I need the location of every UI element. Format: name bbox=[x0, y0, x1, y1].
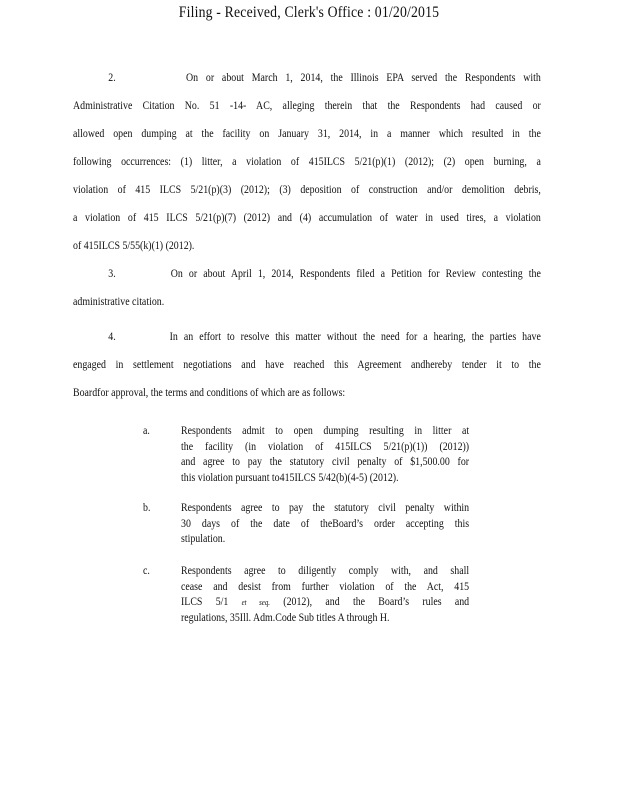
paragraph-3 bbox=[73, 260, 541, 316]
item-line: the facility (in violation of 415ILCS 5/21(p)(1)) (2012)) bbox=[181, 440, 470, 453]
item-line: Respondents agree to diligently comply with, and shall bbox=[181, 565, 470, 577]
item-list bbox=[143, 501, 473, 565]
paragraph-line: following occurrences: (1) litter, a violation of 415ILCS 5/21(p)(1) (2012); (2) open burning, a bbox=[73, 156, 541, 168]
item-line: 30 days of the date of theBoard’s order accepting this bbox=[181, 517, 470, 530]
paragraph-number: 4. bbox=[108, 331, 116, 343]
item-list bbox=[143, 424, 473, 503]
filing-header: Filing - Received, Clerk's Office : 01/20/2015 bbox=[178, 4, 440, 21]
paragraph-line: 3. On or about April 1, 2014, Respondents filed a Petition for Review contesting the bbox=[108, 268, 541, 280]
paragraph-line: 4. In an effort to resolve this matter without the need for a hearing, the parties have bbox=[108, 331, 541, 343]
item-line: this violation pursuant to415ILCS 5/42(b)(4-5) (2012). bbox=[181, 471, 399, 484]
item-list bbox=[143, 564, 473, 643]
item-line: stipulation. bbox=[181, 533, 226, 545]
paragraph-line: administrative citation. bbox=[73, 296, 165, 308]
paragraph-number: 2. bbox=[108, 72, 116, 84]
item-line: ILCS 5/1 et seq. (2012), and the Board’s rules and bbox=[181, 596, 470, 608]
item-letter: a. bbox=[143, 425, 150, 437]
item-line: and agree to pay the statutory civil penalty of $1,500.00 for bbox=[181, 456, 470, 468]
paragraph-number: 3. bbox=[108, 268, 116, 280]
item-letter: b. bbox=[143, 502, 151, 514]
item-body bbox=[181, 424, 469, 486]
item-line: cease and desist from further violation of the Act, 415 bbox=[181, 580, 470, 593]
paragraph-line: Administrative Citation No. 51 -14- AC, alleging therein that the Respondents had caused or bbox=[73, 100, 541, 112]
paragraph-2 bbox=[73, 64, 541, 260]
paragraph-line: of 415ILCS 5/55(k)(1) (2012). bbox=[73, 240, 195, 252]
paragraph-line: 2. On or about March 1, 2014, the Illinois EPA served the Respondents with bbox=[108, 72, 541, 84]
paragraph-4 bbox=[73, 323, 541, 407]
item-letter: c. bbox=[143, 565, 150, 577]
et-seq: et seq. bbox=[241, 598, 271, 607]
paragraph-line: allowed open dumping at the facility on January 31, 2014, in a manner which resulted in the bbox=[73, 128, 541, 140]
list-item-c bbox=[143, 564, 473, 626]
item-line: Respondents agree to pay the statutory civil penalty within bbox=[181, 502, 470, 514]
list-item-a bbox=[143, 424, 473, 486]
paragraph-line: engaged in settlement negotiations and have reached this Agreement andhereby tender it to the bbox=[73, 359, 541, 371]
item-body bbox=[181, 564, 469, 626]
item-line: regulations, 35Ill. Adm.Code Sub titles A through H. bbox=[181, 611, 390, 624]
item-line: Respondents admit to open dumping resulting in litter at bbox=[181, 425, 470, 437]
paragraph-line: violation of 415 ILCS 5/21(p)(3) (2012); (3) deposition of construction and/or demolition debris, bbox=[73, 184, 541, 196]
list-item-b bbox=[143, 501, 473, 548]
paragraph-line: a violation of 415 ILCS 5/21(p)(7) (2012) and (4) accumulation of water in used tires, a violation bbox=[73, 212, 541, 224]
item-body bbox=[181, 501, 469, 548]
paragraph-line: Boardfor approval, the terms and conditions of which are as follows: bbox=[73, 387, 346, 399]
